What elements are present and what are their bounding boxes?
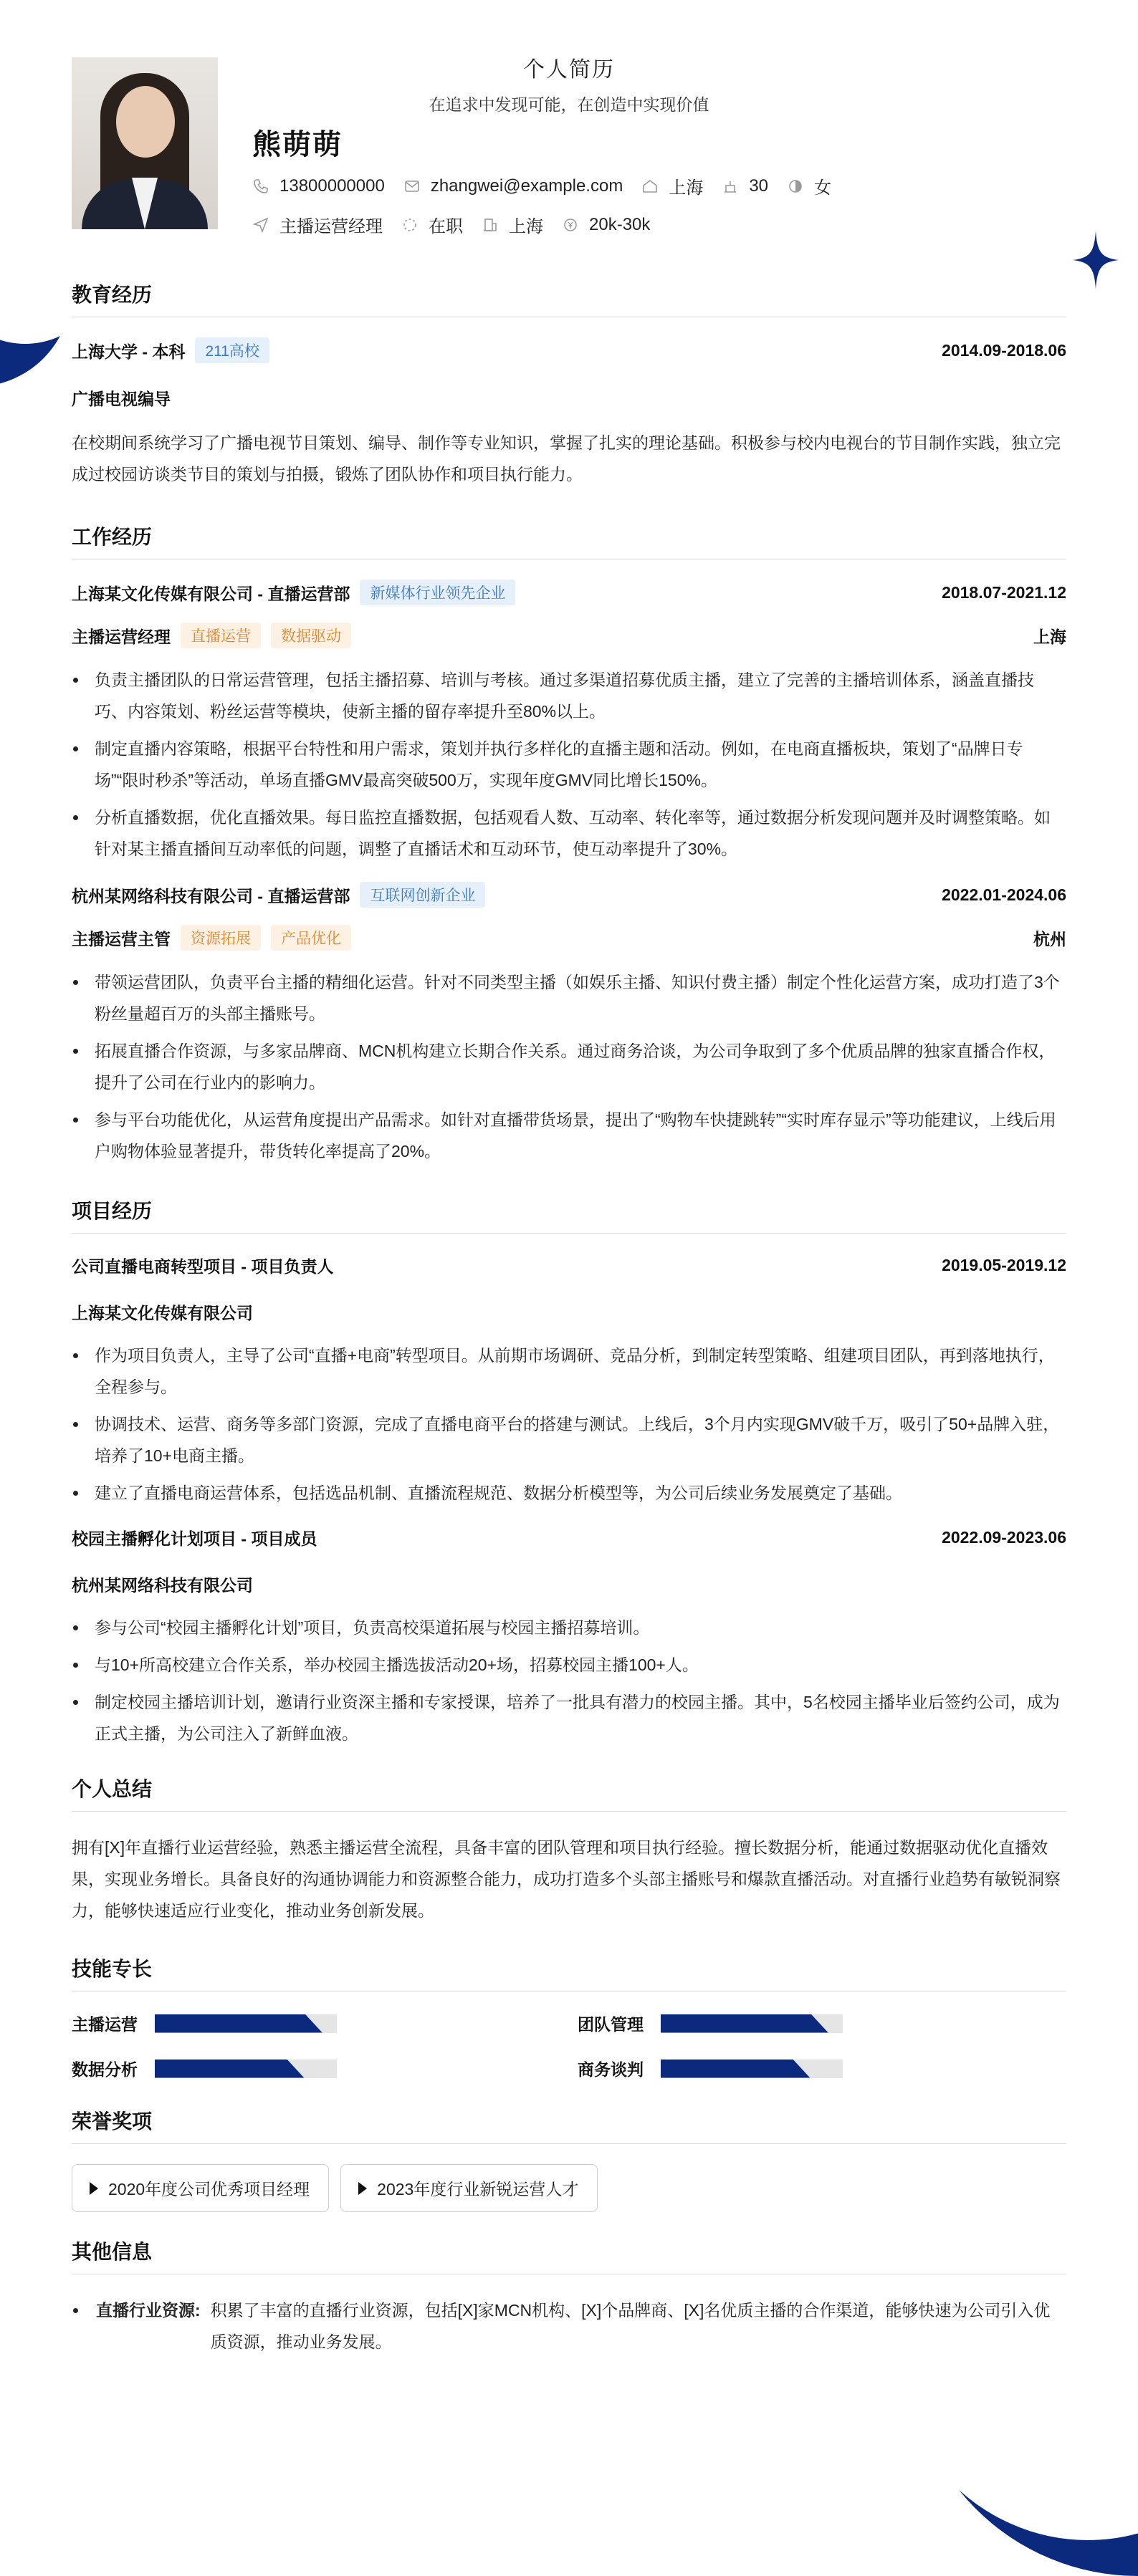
project-org: 上海某文化传媒有限公司 (72, 1304, 253, 1322)
phone-text: 13800000000 (279, 176, 385, 196)
job-location: 上海 (1033, 627, 1066, 646)
city-text: 上海 (669, 178, 704, 198)
phone-icon (252, 178, 269, 195)
gender-icon (787, 178, 804, 195)
skill-tag: 产品优化 (271, 925, 351, 951)
skill-label: 商务谈判 (578, 2060, 644, 2079)
work-section (72, 522, 1066, 1167)
play-triangle-icon (90, 2182, 98, 2195)
status-text: 在职 (429, 217, 463, 236)
list-item: 负责主播团队的日常运营管理，包括主播招募、培训与考核。通过多渠道招募优质主播，建立了完善的主播培训体系，涵盖直播技巧、内容策划、粉丝运营等模块，使新主播的留存率提升至80%以上。 (72, 664, 1066, 727)
skill-tag: 资源拓展 (181, 925, 261, 951)
expected-city-text: 上海 (509, 217, 543, 236)
skill-tag: 数据驱动 (271, 623, 351, 648)
list-item: 参与公司“校园主播孵化计划”项目，负责高校渠道拓展与校园主播招募培训。 (72, 1612, 1066, 1643)
project-section (72, 1196, 1066, 1749)
skill-item (578, 2012, 1036, 2035)
skill-label: 团队管理 (578, 2015, 644, 2034)
job-header (72, 580, 1066, 605)
list-item: 作为项目负责人，主导了公司“直播+电商”转型项目。从前期市场调研、竞品分析，到制定转型策略、组建项目团队，再到落地执行，全程参与。 (72, 1340, 1066, 1403)
section-title: 教育经历 (72, 279, 1066, 317)
list-item: 制定校园主播培训计划，邀请行业资深主播和专家授课，培养了一批具有潜力的校园主播。其中，5名校园主播毕业后签约公司，成为正式主播，为公司注入了新鲜血液。 (72, 1686, 1066, 1749)
skills-grid (72, 2012, 1066, 2080)
salary-icon (562, 216, 579, 234)
award-item (72, 2164, 329, 2212)
summary-section (72, 1774, 1066, 1926)
skill-item (578, 2057, 1036, 2080)
list-item: 拓展直播合作资源，与多家品牌商、MCN机构建立长期合作关系。通过商务洽谈，为公司争取到了多个优质品牌的独家直播合作权，提升了公司在行业内的影响力。 (72, 1035, 1066, 1098)
major: 广播电视编导 (72, 390, 171, 408)
section-title: 个人总结 (72, 1774, 1066, 1812)
skill-label: 主播运营 (72, 2015, 138, 2034)
list-item: 建立了直播电商运营体系，包括选品机制、直播流程规范、数据分析模型等，为公司后续业务发展奠定了基础。 (72, 1477, 1066, 1509)
project-name: 公司直播电商转型项目 - 项目负责人 (72, 1257, 334, 1276)
doc-title: 个人简历 (523, 58, 615, 82)
job-role: 主播运营主管 (72, 929, 171, 948)
awards-list (72, 2164, 1066, 2212)
education-period: 2014.09-2018.06 (942, 340, 1066, 360)
summary-text: 拥有[X]年直播行业运营经验，熟悉主播运营全流程，具备丰富的团队管理和项目执行经验。擅长数据分析，能通过数据驱动优化直播效果，实现业务增长。具备良好的沟通协调能力和资源整合能力，成功打造多个头部主播账号和爆款直播活动。对直播行业趋势有敏锐洞察力，能够快速适应行业变化，推动业务创新发展。 (72, 1838, 1061, 1920)
skill-item (72, 2012, 578, 2035)
email-text: zhangwei@example.com (430, 176, 623, 196)
skill-bar (661, 2060, 843, 2078)
awards-section (72, 2106, 1066, 2212)
status-icon (401, 216, 419, 234)
salary-text: 20k-30k (589, 214, 651, 234)
job-location: 杭州 (1033, 929, 1066, 948)
project-bullets (72, 1340, 1066, 1509)
list-item: 制定直播内容策略，根据平台特性和用户需求，策划并执行多样化的直播主题和活动。例如，在电商直播板块，策划了“品牌日专场”“限时秒杀”等活动，单场直播GMV最高突破500万，实现年度GMV同比增长150%。 (72, 733, 1066, 796)
school-name: 上海大学 - 本科 (72, 342, 186, 361)
position-text: 主播运营经理 (279, 217, 383, 236)
age-icon (722, 178, 739, 195)
age-text: 30 (749, 176, 769, 196)
gender-text: 女 (814, 178, 832, 198)
section-title: 荣誉奖项 (72, 2106, 1066, 2144)
play-triangle-icon (358, 2182, 367, 2195)
skills-section (72, 1953, 1066, 2080)
list-item: 参与平台功能优化，从运营角度提出产品需求。如针对直播带货场景，提出了“购物车快捷跳转”“实时库存显示”等功能建议，上线后用户购物体验显著提升，带货转化率提高了20%。 (72, 1104, 1066, 1167)
skill-tag: 直播运营 (181, 623, 261, 648)
education-section (72, 279, 1066, 490)
list-item: 分析直播数据，优化直播效果。每日监控直播数据，包括观看人数、互动率、转化率等，通过数据分析发现问题并及时调整策略。如针对某主播直播间互动率低的问题，调整了直播话术和互动环节，使互动率提升了30%。 (72, 802, 1066, 865)
candidate-name: 熊萌萌 (252, 129, 343, 160)
award-text: 2023年度行业新锐运营人才 (377, 2180, 579, 2198)
home-icon (641, 178, 659, 195)
skill-bar (155, 2060, 337, 2078)
skill-label: 数据分析 (72, 2060, 138, 2079)
award-item (340, 2164, 598, 2212)
job-period: 2022.01-2024.06 (942, 885, 1066, 904)
skill-bar (661, 2014, 843, 2033)
list-item: 协调技术、运营、商务等多部门资源，完成了直播电商平台的搭建与测试。上线后，3个月内实现GMV破千万，吸引了50+品牌入驻，培养了10+电商主播。 (72, 1408, 1066, 1471)
other-key: 直播行业资源: (96, 2301, 201, 2320)
school-tag: 211高校 (195, 337, 269, 363)
skill-bar-fill (155, 2014, 322, 2033)
skill-item (72, 2057, 578, 2080)
list-item: 带领运营团队，负责平台主播的精细化运营。针对不同类型主播（如娱乐主播、知识付费主播）制定个性化运营方案，成功打造了3个粉丝量超百万的头部主播账号。 (72, 966, 1066, 1029)
send-icon (252, 216, 269, 234)
intent-row (252, 212, 669, 237)
profile-photo (72, 57, 218, 229)
project-header (72, 1526, 1066, 1549)
mail-icon (403, 178, 421, 195)
job-bullets (72, 664, 1066, 865)
skill-bar-fill (661, 2060, 810, 2078)
company-tag: 互联网创新企业 (360, 882, 485, 908)
other-item (72, 2294, 1066, 2358)
project-bullets (72, 1612, 1066, 1749)
list-item: 与10+所高校建立合作关系，举办校园主播选拔活动20+场，招募校园主播100+人。 (72, 1649, 1066, 1681)
building-icon (482, 216, 499, 234)
project-header (72, 1254, 1066, 1277)
job-header (72, 882, 1066, 908)
section-title: 项目经历 (72, 1196, 1066, 1234)
project-name: 校园主播孵化计划项目 - 项目成员 (72, 1529, 317, 1548)
education-desc: 在校期间系统学习了广播电视节目策划、编导、制作等专业知识，掌握了扎实的理论基础。积极参与校内电视台的节目制作实践，独立完成过校园访谈类节目的策划与拍摄，锻炼了团队协作和项目执行能力。 (72, 433, 1061, 484)
skill-bar-fill (661, 2014, 828, 2033)
contact-row (252, 173, 850, 198)
other-section (72, 2236, 1066, 2358)
project-period: 2019.05-2019.12 (942, 1256, 1066, 1274)
project-org: 杭州某网络科技有限公司 (72, 1576, 253, 1595)
skill-bar (155, 2014, 337, 2033)
company-name: 上海某文化传媒有限公司 - 直播运营部 (72, 584, 350, 603)
section-title: 其他信息 (72, 2236, 1066, 2274)
job-bullets (72, 966, 1066, 1167)
section-title: 技能专长 (72, 1953, 1066, 1991)
job-role: 主播运营经理 (72, 627, 171, 646)
company-tag: 新媒体行业领先企业 (360, 580, 515, 605)
company-name: 杭州某网络科技有限公司 - 直播运营部 (72, 886, 350, 905)
other-value: 积累了丰富的直播行业资源，包括[X]家MCN机构、[X]个品牌商、[X]名优质主播的合作渠道，能够快速为公司引入优质资源，推动业务发展。 (210, 2301, 1051, 2351)
award-text: 2020年度公司优秀项目经理 (108, 2180, 310, 2198)
job-period: 2018.07-2021.12 (942, 582, 1066, 602)
project-period: 2022.09-2023.06 (942, 1528, 1066, 1547)
resume-header (72, 0, 1066, 258)
resume-subtitle: 在追求中发现可能，在创造中实现价值 (429, 95, 709, 114)
section-title: 工作经历 (72, 522, 1066, 559)
skill-bar-fill (155, 2060, 304, 2078)
